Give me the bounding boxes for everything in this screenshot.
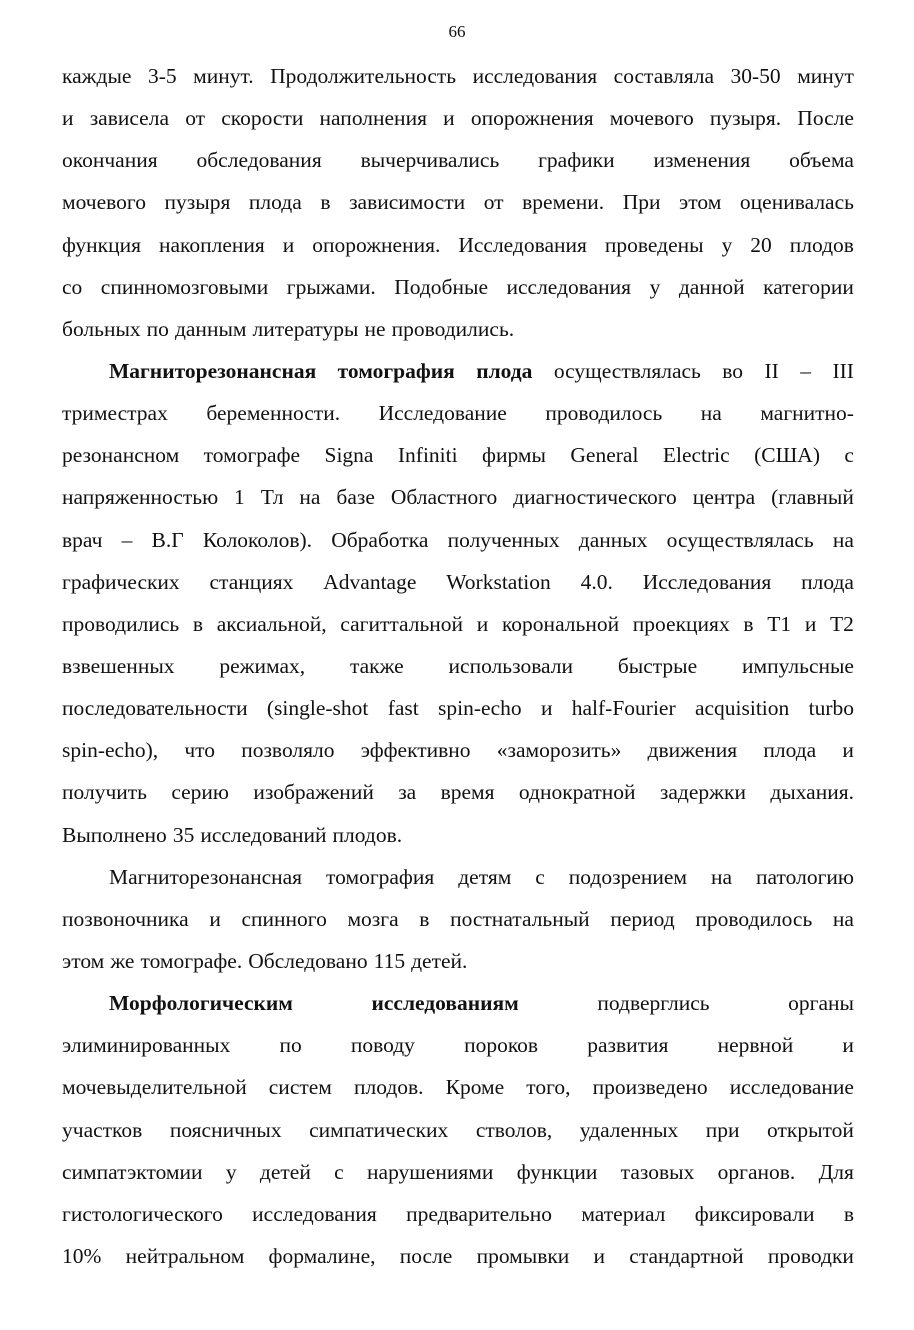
word: изменения <box>653 148 751 173</box>
word: эффективно <box>360 738 471 763</box>
text-line <box>62 1235 854 1277</box>
word: опорожнения <box>470 106 594 131</box>
word: последовательности <box>62 696 248 721</box>
word: пороков <box>464 1033 539 1058</box>
word: данных <box>578 527 648 552</box>
word: мочевыделительной <box>62 1075 247 1100</box>
word: проекциях <box>632 611 730 636</box>
word: со <box>62 274 83 299</box>
word: Для <box>818 1159 854 1184</box>
word: на <box>832 527 854 552</box>
word: центра <box>692 485 756 510</box>
word: симпатэктомии <box>62 1159 203 1184</box>
word: грыжами. <box>286 274 376 299</box>
word: режимах, <box>219 653 306 678</box>
word: минут <box>797 64 854 88</box>
word: пузыря <box>164 190 231 215</box>
word: за <box>398 780 417 805</box>
word: по <box>279 1033 302 1058</box>
word: резонансном <box>62 443 180 468</box>
word: томографе. <box>140 948 243 973</box>
word: опорожнения. <box>312 232 441 257</box>
word: однократной <box>518 780 636 805</box>
word: во <box>722 358 744 383</box>
text-line <box>62 1109 854 1151</box>
word: поводу <box>350 1033 415 1058</box>
word: функция <box>62 232 141 257</box>
word: на <box>711 864 733 889</box>
word: фирмы <box>482 443 546 468</box>
text-line <box>62 308 854 350</box>
word: вычерчивались <box>360 148 500 173</box>
word: (single-shot <box>266 696 369 721</box>
word: При <box>622 190 661 215</box>
word: и <box>443 106 455 131</box>
word: того, <box>526 1075 571 1100</box>
word: После <box>797 106 854 131</box>
word: turbo <box>808 696 854 721</box>
word: проводилось <box>545 401 663 426</box>
text-line <box>62 687 854 729</box>
word: беременности. <box>206 401 341 426</box>
word: с <box>334 1159 344 1184</box>
word: окончания <box>62 148 158 173</box>
word: графических <box>62 569 180 594</box>
word: от <box>185 106 206 131</box>
bold-word: Магниторезонансная <box>109 358 317 383</box>
word: объема <box>789 148 854 173</box>
word: импульсные <box>741 653 854 678</box>
word: время <box>440 780 495 805</box>
word: мочевого <box>62 190 146 215</box>
word: 4.0. <box>580 569 613 594</box>
word: литературы <box>252 316 359 341</box>
word: – <box>800 358 811 383</box>
word: томография <box>326 864 435 889</box>
word: III <box>832 358 854 383</box>
word: и <box>842 1033 854 1058</box>
word: триместрах <box>62 401 168 426</box>
word: зависимости <box>349 190 466 215</box>
text-line <box>62 350 854 392</box>
word: Выполнено <box>62 822 167 847</box>
word: пузыря. <box>709 106 782 131</box>
text-line <box>62 181 854 223</box>
word: II <box>764 358 779 383</box>
word: мочевого <box>609 106 694 131</box>
word: плода <box>801 569 854 594</box>
word: позвоночника <box>62 906 189 931</box>
word: фиксировали <box>694 1201 815 1226</box>
word: 115 <box>373 948 406 973</box>
word: acquisition <box>694 696 790 721</box>
word: исследования <box>472 64 598 88</box>
text-line <box>62 1151 854 1193</box>
text-line <box>62 1024 854 1066</box>
bold-word: исследованиям <box>371 991 519 1016</box>
word: движения <box>647 738 738 763</box>
word: промывки <box>476 1243 570 1268</box>
text-line <box>62 729 854 771</box>
word: и <box>593 1243 606 1268</box>
text-line <box>62 898 854 940</box>
word: после <box>399 1243 453 1268</box>
word: мозга <box>347 906 399 931</box>
text-line <box>62 982 854 1024</box>
word: категории <box>763 274 854 299</box>
word: же <box>110 948 135 973</box>
word: что <box>184 738 215 763</box>
word: детей. <box>411 948 468 973</box>
word: с <box>844 443 854 468</box>
word: 20 <box>750 232 772 257</box>
word: В.Г <box>151 527 184 552</box>
word: 10% <box>62 1243 102 1268</box>
word: spin-echo), <box>62 738 159 763</box>
word: проводилось <box>695 906 813 931</box>
word: Исследования <box>642 569 772 594</box>
word: осуществлялась <box>553 358 701 383</box>
word: функции <box>516 1159 598 1184</box>
word: получить <box>62 780 147 805</box>
word: General <box>570 443 639 468</box>
word: минут. <box>193 64 254 88</box>
word: Колоколов). <box>202 527 313 552</box>
text-line <box>62 856 854 898</box>
word: скорости <box>221 106 304 131</box>
word: на <box>832 906 854 931</box>
word: у <box>225 1159 237 1184</box>
word: по <box>146 316 169 341</box>
word: позволяло <box>241 738 335 763</box>
word: 30-50 <box>730 64 781 88</box>
word: Исследование <box>378 401 507 426</box>
text-line <box>62 1066 854 1108</box>
word: диагностического <box>513 485 677 510</box>
word: материал <box>581 1201 666 1226</box>
word: удаленных <box>579 1117 679 1142</box>
word: и <box>282 232 295 257</box>
word: и <box>842 738 854 763</box>
text-line <box>62 55 854 97</box>
text-line <box>62 266 854 308</box>
word: постнатальный <box>450 906 590 931</box>
word: Продолжительность <box>270 64 457 88</box>
word: плодов <box>789 232 854 257</box>
word: на <box>700 401 722 426</box>
word: сагиттальной <box>340 611 464 636</box>
text-line <box>62 392 854 434</box>
word: аксиальной, <box>216 611 327 636</box>
word: взвешенных <box>62 653 175 678</box>
word: «заморозить» <box>496 738 622 763</box>
word: данным <box>174 316 247 341</box>
word: при <box>705 1117 740 1142</box>
word: 3-5 <box>147 64 177 88</box>
text-line <box>62 1193 854 1235</box>
word: формалине, <box>268 1243 376 1268</box>
text-line <box>62 139 854 181</box>
word: систем <box>268 1075 332 1100</box>
word: этом <box>62 948 105 973</box>
word: развития <box>587 1033 669 1058</box>
word: T1 <box>767 611 792 636</box>
word: изображений <box>253 780 374 805</box>
word: и <box>209 906 221 931</box>
word: half-Fourier <box>571 696 676 721</box>
word: осуществлялась <box>666 527 814 552</box>
word: напряженностью <box>62 485 219 510</box>
word: спинного <box>241 906 327 931</box>
word: плодов. <box>332 822 403 847</box>
word: органы <box>788 991 854 1016</box>
bold-word: плода <box>476 358 533 383</box>
word: подозрением <box>568 864 688 889</box>
word: с <box>535 864 545 889</box>
page-number: 66 <box>448 22 466 41</box>
word: детям <box>458 864 512 889</box>
word: исследование <box>729 1075 854 1100</box>
word: плодов. <box>353 1075 424 1100</box>
word: Исследования <box>458 232 587 257</box>
word: быстрые <box>617 653 698 678</box>
bold-word: томография <box>337 358 455 383</box>
word: поясничных <box>169 1117 282 1142</box>
word: каждые <box>62 64 132 88</box>
word: плода <box>763 738 817 763</box>
word: данной <box>678 274 745 299</box>
word: в <box>843 1201 854 1226</box>
word: Областного <box>390 485 498 510</box>
word: проведены <box>604 232 704 257</box>
word: симпатических <box>309 1117 449 1142</box>
word: Signa <box>324 443 374 468</box>
word: станциях <box>209 569 294 594</box>
word: (главный <box>771 485 854 510</box>
word: у <box>649 274 661 299</box>
text-line <box>62 476 854 518</box>
word: период <box>610 906 675 931</box>
word: spin-echo <box>438 696 522 721</box>
word: в <box>192 611 204 636</box>
word: использовали <box>448 653 574 678</box>
word: графики <box>538 148 615 173</box>
word: гистологического <box>62 1201 223 1226</box>
word: и <box>540 696 553 721</box>
word: 1 <box>234 485 245 510</box>
word: оценивалась <box>739 190 854 215</box>
word: в <box>743 611 754 636</box>
word: Подобные <box>394 274 488 299</box>
word: – <box>121 527 133 552</box>
word: базе <box>336 485 375 510</box>
word: fast <box>387 696 419 721</box>
word: Infiniti <box>397 443 458 468</box>
word: и <box>62 106 74 131</box>
word: проводились <box>62 611 180 636</box>
word: нарушениями <box>367 1159 494 1184</box>
bold-word: Морфологическим <box>109 991 293 1016</box>
text-line <box>62 603 854 645</box>
word: наполнения <box>319 106 427 131</box>
word: этом <box>679 190 722 215</box>
body-text <box>62 55 854 1277</box>
word: от <box>483 190 504 215</box>
word: Обследовано <box>248 948 368 973</box>
word: проводились. <box>391 316 515 341</box>
word: и <box>804 611 817 636</box>
word: также <box>349 653 404 678</box>
word: Workstation <box>446 569 551 594</box>
text-line <box>62 97 854 139</box>
word: Advantage <box>323 569 417 594</box>
word: открытой <box>767 1117 854 1142</box>
word: составляла <box>613 64 715 88</box>
text-line <box>62 561 854 603</box>
word: Кроме <box>445 1075 505 1100</box>
word: проводки <box>767 1243 854 1268</box>
word: на <box>299 485 321 510</box>
text-line <box>62 771 854 813</box>
word: Тл <box>260 485 284 510</box>
word: больных <box>62 316 141 341</box>
word: исследования <box>252 1201 377 1226</box>
word: плода <box>248 190 302 215</box>
word: подверглись <box>597 991 710 1016</box>
text-line <box>62 645 854 687</box>
word: дыхания. <box>770 780 854 805</box>
word: T2 <box>830 611 854 636</box>
text-line <box>62 224 854 266</box>
word: органов. <box>717 1159 796 1184</box>
word: Обработка <box>331 527 429 552</box>
word: и <box>476 611 489 636</box>
word: (США) <box>754 443 820 468</box>
word: исследования <box>506 274 632 299</box>
word: магнитно- <box>760 401 854 426</box>
word: произведено <box>592 1075 708 1100</box>
word: 35 <box>172 822 195 847</box>
word: задержки <box>659 780 746 805</box>
word: полученных <box>447 527 560 552</box>
word: в <box>320 190 331 215</box>
text-line <box>62 940 854 982</box>
word: предварительно <box>406 1201 552 1226</box>
word: накопления <box>158 232 265 257</box>
word: патологию <box>756 864 854 889</box>
word: тазовых <box>620 1159 695 1184</box>
text-line <box>62 519 854 561</box>
word: в <box>419 906 430 931</box>
word: нервной <box>717 1033 794 1058</box>
text-line <box>62 814 854 856</box>
word: исследований <box>200 822 327 847</box>
word: зависела <box>89 106 170 131</box>
word: Electric <box>662 443 730 468</box>
word: корональной <box>501 611 620 636</box>
word: серию <box>171 780 229 805</box>
text-line <box>62 434 854 476</box>
word: нейтральном <box>125 1243 245 1268</box>
word: томографе <box>203 443 301 468</box>
word: времени. <box>522 190 605 215</box>
word: детей <box>259 1159 311 1184</box>
word: врач <box>62 527 103 552</box>
word: участков <box>62 1117 143 1142</box>
word: Магниторезонансная <box>109 864 303 889</box>
word: стволов, <box>475 1117 553 1142</box>
word: элиминированных <box>62 1033 231 1058</box>
word: спинномозговыми <box>100 274 269 299</box>
word: стандартной <box>629 1243 744 1268</box>
word: у <box>721 232 733 257</box>
word: не <box>364 316 386 341</box>
word: обследования <box>196 148 322 173</box>
